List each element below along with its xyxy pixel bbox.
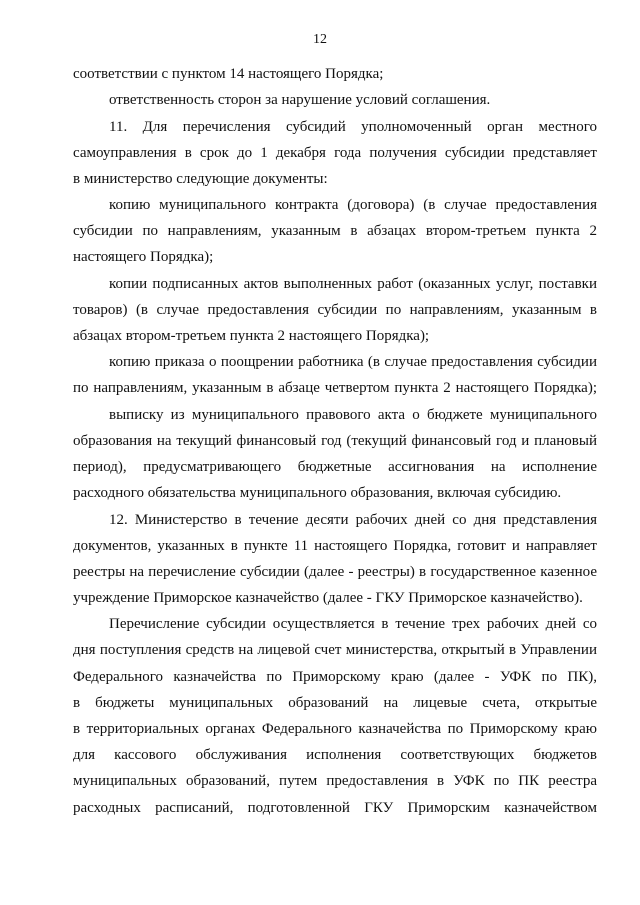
text-line: муниципальных образований, путем предоставления в УФК по ПК реестра — [73, 773, 597, 789]
text-line: Федерального казначейства по Приморскому краю (далее - УФК по ПК), — [73, 669, 597, 685]
text-line: реестры на перечисление субсидии (далее - реестры) в государственное казенное — [73, 564, 597, 580]
text-line: расходного обязательства муниципального образования, включая субсидию. — [73, 485, 562, 501]
text-line: самоуправления в срок до 1 декабря года получения субсидии представляет — [73, 145, 597, 161]
text-line: по направлениям, указанным в абзаце четвертом пункта 2 настоящего Порядка); — [73, 380, 597, 396]
text-line: копию муниципального контракта (договора) (в случае предоставления — [109, 197, 597, 213]
text-line: для кассового обслуживания исполнения соответствующих бюджетов — [73, 747, 597, 763]
text-line: копию приказа о поощрении работника (в случае предоставления субсидии — [109, 354, 597, 370]
text-line: Перечисление субсидии осуществляется в течение трех рабочих дней со — [109, 616, 597, 632]
text-line: ответственность сторон за нарушение условий соглашения. — [109, 92, 491, 108]
text-line: дня поступления средств на лицевой счет министерства, открытый в Управлении — [73, 642, 597, 658]
text-line: абзацах втором-третьем пункта 2 настоящего Порядка); — [73, 328, 430, 344]
text-line: соответствии с пунктом 14 настоящего Порядка; — [73, 66, 384, 82]
text-line: 11. Для перечисления субсидий уполномоченный орган местного — [109, 119, 597, 135]
text-line: в министерство следующие документы: — [73, 171, 328, 187]
text-line: в бюджеты муниципальных образований на лицевые счета, открытые — [73, 695, 597, 711]
text-line: товаров) (в случае предоставления субсидии по направлениям, указанным в — [73, 302, 597, 318]
text-line: расходных расписаний, подготовленной ГКУ Приморским казначейством — [73, 800, 597, 816]
text-line: копии подписанных актов выполненных работ (оказанных услуг, поставки — [109, 276, 597, 292]
text-line: в территориальных органах Федерального казначейства по Приморскому краю — [73, 721, 597, 737]
text-line: субсидии по направлениям, указанным в абзацах втором-третьем пункта 2 — [73, 223, 597, 239]
text-line: 12. Министерство в течение десяти рабочих дней со дня представления — [109, 512, 597, 528]
text-line: период), предусматривающего бюджетные ассигнования на исполнение — [73, 459, 597, 475]
text-line: выписку из муниципального правового акта о бюджете муниципального — [109, 407, 597, 423]
page-number: 12 — [313, 32, 327, 47]
text-line: документов, указанных в пункте 11 настоящего Порядка, готовит и направляет — [73, 538, 597, 554]
text-line: учреждение Приморское казначейство (далее - ГКУ Приморское казначейство). — [73, 590, 583, 606]
text-line: настоящего Порядка); — [73, 249, 214, 265]
text-line: образования на текущий финансовый год (текущий финансовый год и плановый — [73, 433, 597, 449]
